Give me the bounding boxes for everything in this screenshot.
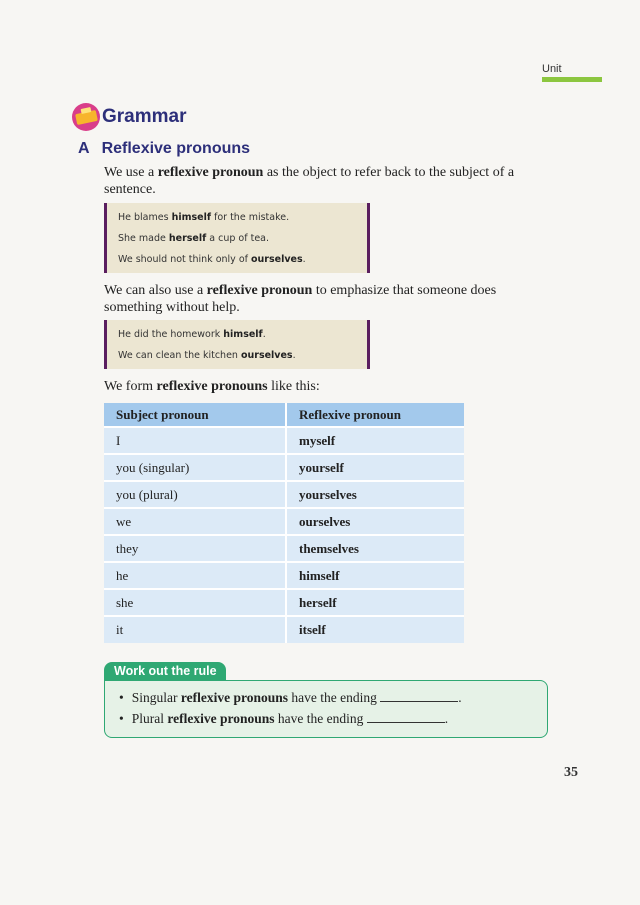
subject-cell: we: [104, 508, 286, 535]
table-header-row: [104, 403, 464, 427]
reflexive-cell: yourselves: [286, 481, 464, 508]
section-title: Reflexive pronouns: [101, 140, 251, 157]
pronoun-table: [104, 403, 464, 643]
table-row: [104, 481, 464, 508]
bullet-icon: •: [119, 690, 124, 705]
reflexive-cell: themselves: [286, 535, 464, 562]
key-term: reflexive pronouns: [156, 379, 268, 394]
example-sentence: He blames himself for the mistake.: [118, 212, 290, 223]
example-box-emphasis: [104, 320, 370, 369]
grammar-title: Grammar: [102, 106, 187, 127]
section-letter: A: [78, 140, 90, 157]
subject-cell: you (singular): [104, 454, 286, 481]
subject-cell: I: [104, 427, 286, 454]
rule-title: Work out the rule: [104, 662, 226, 681]
reflexive-cell: himself: [286, 562, 464, 589]
table-row: [104, 535, 464, 562]
table-row: [104, 562, 464, 589]
bullet-icon: •: [119, 711, 124, 726]
reflexive-cell: yourself: [286, 454, 464, 481]
example-sentence: She made herself a cup of tea.: [118, 233, 270, 244]
example-sentence: We should not think only of ourselves.: [118, 254, 306, 265]
table-row: [104, 454, 464, 481]
page-number: 35: [564, 765, 578, 780]
rule-item: • Plural reflexive pronouns have the ending .: [119, 711, 449, 726]
reflexive-cell: herself: [286, 589, 464, 616]
subject-cell: she: [104, 589, 286, 616]
answer-blank[interactable]: [380, 691, 458, 702]
rule-item: • Singular reflexive pronouns have the ending .: [119, 690, 462, 705]
key-term: reflexive pronoun: [157, 165, 264, 180]
subject-cell: they: [104, 535, 286, 562]
emphasis-paragraph: We can also use a reflexive pronoun to emphasize that someone does something without help.: [104, 283, 497, 315]
subject-cell: it: [104, 616, 286, 643]
table-row: [104, 508, 464, 535]
example-box-object: [104, 203, 370, 273]
form-paragraph: We form reflexive pronouns like this:: [104, 379, 320, 394]
example-sentence: We can clean the kitchen ourselves.: [118, 350, 296, 361]
section-heading: [78, 140, 250, 158]
subject-cell: you (plural): [104, 481, 286, 508]
table-row: [104, 589, 464, 616]
unit-label: Unit: [542, 63, 602, 82]
column-header-reflexive: Reflexive pronoun: [286, 403, 464, 427]
reflexive-cell: myself: [286, 427, 464, 454]
example-sentence: He did the homework himself.: [118, 329, 266, 340]
column-header-subject: Subject pronoun: [104, 403, 286, 427]
reflexive-cell: itself: [286, 616, 464, 643]
answer-blank[interactable]: [367, 712, 445, 723]
subject-cell: he: [104, 562, 286, 589]
key-term: reflexive pronoun: [206, 283, 313, 298]
rule-box: [104, 680, 548, 738]
reflexive-cell: ourselves: [286, 508, 464, 535]
grammar-badge-icon: [72, 103, 100, 131]
table-row: [104, 427, 464, 454]
intro-paragraph: We use a reflexive pronoun as the object to refer back to the subject of a sentence.: [104, 165, 515, 197]
table-row: [104, 616, 464, 643]
grammar-heading: [72, 102, 187, 132]
unit-bar: [542, 77, 602, 82]
